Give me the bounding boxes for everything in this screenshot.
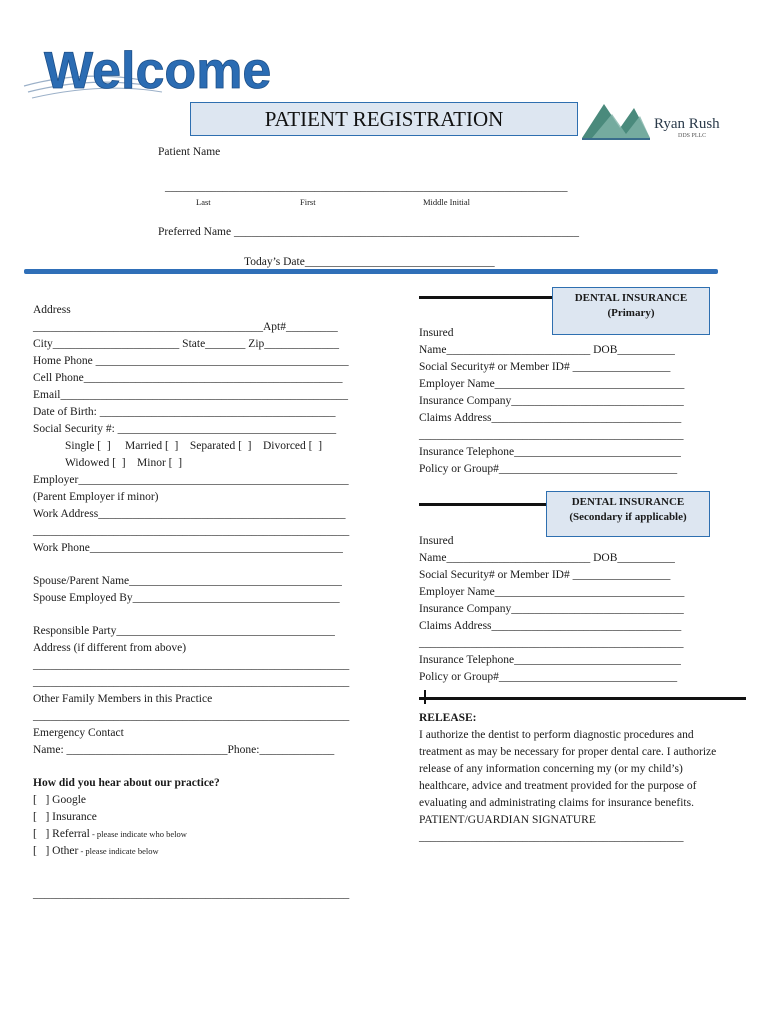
referral-option-insurance[interactable]: [ ] Insurance <box>33 811 97 823</box>
secondary-employer-field[interactable]: Employer Name_________________________________ <box>419 586 685 598</box>
secondary-insured-label: Insured <box>419 535 454 547</box>
page-title: PATIENT REGISTRATION <box>190 102 578 136</box>
secondary-claims-field-2[interactable]: ______________________________________________ <box>419 637 684 649</box>
secondary-insurance-heading: DENTAL INSURANCE <box>571 496 685 508</box>
primary-insurance-subheading: (Primary) <box>607 307 655 319</box>
emergency-contact-field[interactable]: Name: ____________________________Phone:_____________ <box>33 744 335 756</box>
primary-rule <box>419 296 552 299</box>
release-text-4: healthcare, advice and treatment provided for the purpose of <box>419 780 697 792</box>
release-text-5: evaluating and administrating claims for insurance benefits. <box>419 797 694 809</box>
primary-claims-field[interactable]: Claims Address_________________________________ <box>419 412 682 424</box>
referral-option-referral[interactable]: [ ] Referral - please indicate who below <box>33 828 187 840</box>
primary-insurance-section <box>419 325 719 478</box>
emergency-contact-label: Emergency Contact <box>33 727 124 739</box>
secondary-company-field[interactable]: Insurance Company______________________________ <box>419 603 684 615</box>
welcome-logo-text: Welcome <box>44 42 272 100</box>
primary-claims-field-2[interactable]: ______________________________________________ <box>419 429 684 441</box>
referral-option-google[interactable]: [ ] Google <box>33 794 87 806</box>
home-phone-field[interactable]: Home Phone ____________________________________________ <box>33 355 349 367</box>
practice-logo <box>582 100 732 142</box>
release-text-1: I authorize the dentist to perform diagnostic procedures and <box>419 729 694 741</box>
signature-label: PATIENT/GUARDIAN SIGNATURE <box>419 814 596 826</box>
primary-policy-field[interactable]: Policy or Group#_______________________________ <box>419 463 678 475</box>
work-address-field[interactable]: Work Address___________________________________________ <box>33 508 346 520</box>
email-field[interactable]: Email__________________________________________________ <box>33 389 348 401</box>
primary-insured-label: Insured <box>419 327 454 339</box>
patient-info-section <box>33 302 383 860</box>
primary-ssn-field[interactable]: Social Security# or Member ID# _________________ <box>419 361 671 373</box>
preferred-name-field[interactable]: Preferred Name ____________________________________________________________ <box>158 226 579 238</box>
patient-name-middle-label: Middle Initial <box>423 197 470 207</box>
release-rule <box>419 697 746 700</box>
responsible-party-field[interactable]: Responsible Party______________________________________ <box>33 625 335 637</box>
referral-details-field[interactable]: _______________________________________________________ <box>33 888 350 900</box>
work-phone-field[interactable]: Work Phone____________________________________________ <box>33 542 343 554</box>
parent-employer-note: (Parent Employer if minor) <box>33 491 159 503</box>
primary-telephone-field[interactable]: Insurance Telephone_____________________________ <box>419 446 681 458</box>
header-divider <box>24 269 718 274</box>
secondary-insurance-box <box>546 491 710 537</box>
other-family-label: Other Family Members in this Practice <box>33 693 213 705</box>
address-field[interactable]: ________________________________________Apt#_________ <box>33 321 338 333</box>
practice-name: Ryan Rush <box>654 116 720 132</box>
secondary-claims-field[interactable]: Claims Address_________________________________ <box>419 620 682 632</box>
primary-employer-field[interactable]: Employer Name_________________________________ <box>419 378 685 390</box>
cell-phone-field[interactable]: Cell Phone_____________________________________________ <box>33 372 343 384</box>
practice-subtitle: DDS PLLC <box>678 133 707 139</box>
social-security-field[interactable]: Social Security #: ______________________________________ <box>33 423 337 435</box>
primary-company-field[interactable]: Insurance Company______________________________ <box>419 395 684 407</box>
employer-field[interactable]: Employer_______________________________________________ <box>33 474 349 486</box>
spouse-employed-field[interactable]: Spouse Employed By____________________________________ <box>33 592 340 604</box>
secondary-ssn-field[interactable]: Social Security# or Member ID# _________________ <box>419 569 671 581</box>
responsible-address-field-2[interactable]: _______________________________________________________ <box>33 676 350 688</box>
secondary-insurance-subheading: (Secondary if applicable) <box>569 511 687 523</box>
responsible-address-label: Address (if different from above) <box>33 642 187 654</box>
secondary-policy-field[interactable]: Policy or Group#_______________________________ <box>419 671 678 683</box>
marital-status-options[interactable]: Single [ ] Married [ ] Separated [ ] Divorced [ ] <box>65 440 323 452</box>
referral-option-other[interactable]: [ ] Other - please indicate below <box>33 845 159 857</box>
date-of-birth-field[interactable]: Date of Birth: _________________________________________ <box>33 406 336 418</box>
city-state-zip-field[interactable]: City______________________ State_______ Zip_____________ <box>33 338 340 350</box>
secondary-telephone-field[interactable]: Insurance Telephone_____________________________ <box>419 654 681 666</box>
patient-name-first-label: First <box>300 197 316 207</box>
signature-field[interactable]: ______________________________________________ <box>419 831 684 843</box>
marital-status-options-2[interactable]: Widowed [ ] Minor [ ] <box>65 457 183 469</box>
other-family-field[interactable]: _______________________________________________________ <box>33 710 350 722</box>
release-text-3: release of any information concerning my (or my child’s) <box>419 763 683 775</box>
todays-date-field[interactable]: Today’s Date_________________________________ <box>244 256 495 268</box>
secondary-name-dob-field[interactable]: Name_________________________ DOB__________ <box>419 552 675 564</box>
work-address-field-2[interactable]: _______________________________________________________ <box>33 525 350 537</box>
release-heading: RELEASE: <box>419 712 477 724</box>
primary-name-dob-field[interactable]: Name_________________________ DOB__________ <box>419 344 675 356</box>
address-label: Address <box>33 304 71 316</box>
welcome-logo <box>22 30 272 100</box>
release-section <box>419 710 749 846</box>
spouse-name-field[interactable]: Spouse/Parent Name_____________________________________ <box>33 575 342 587</box>
release-text-2: treatment as may be necessary for proper dental care. I authorize <box>419 746 717 758</box>
referral-question: How did you hear about our practice? <box>33 777 220 789</box>
patient-name-label: Patient Name <box>158 146 221 158</box>
secondary-insurance-section <box>419 533 719 686</box>
primary-insurance-heading: DENTAL INSURANCE <box>574 292 688 304</box>
patient-name-last-label: Last <box>196 197 211 207</box>
patient-name-field[interactable]: ______________________________________________________________________ <box>165 181 568 193</box>
responsible-address-field-1[interactable]: _______________________________________________________ <box>33 659 350 671</box>
secondary-rule <box>419 503 546 506</box>
release-rule-tick <box>424 690 426 704</box>
